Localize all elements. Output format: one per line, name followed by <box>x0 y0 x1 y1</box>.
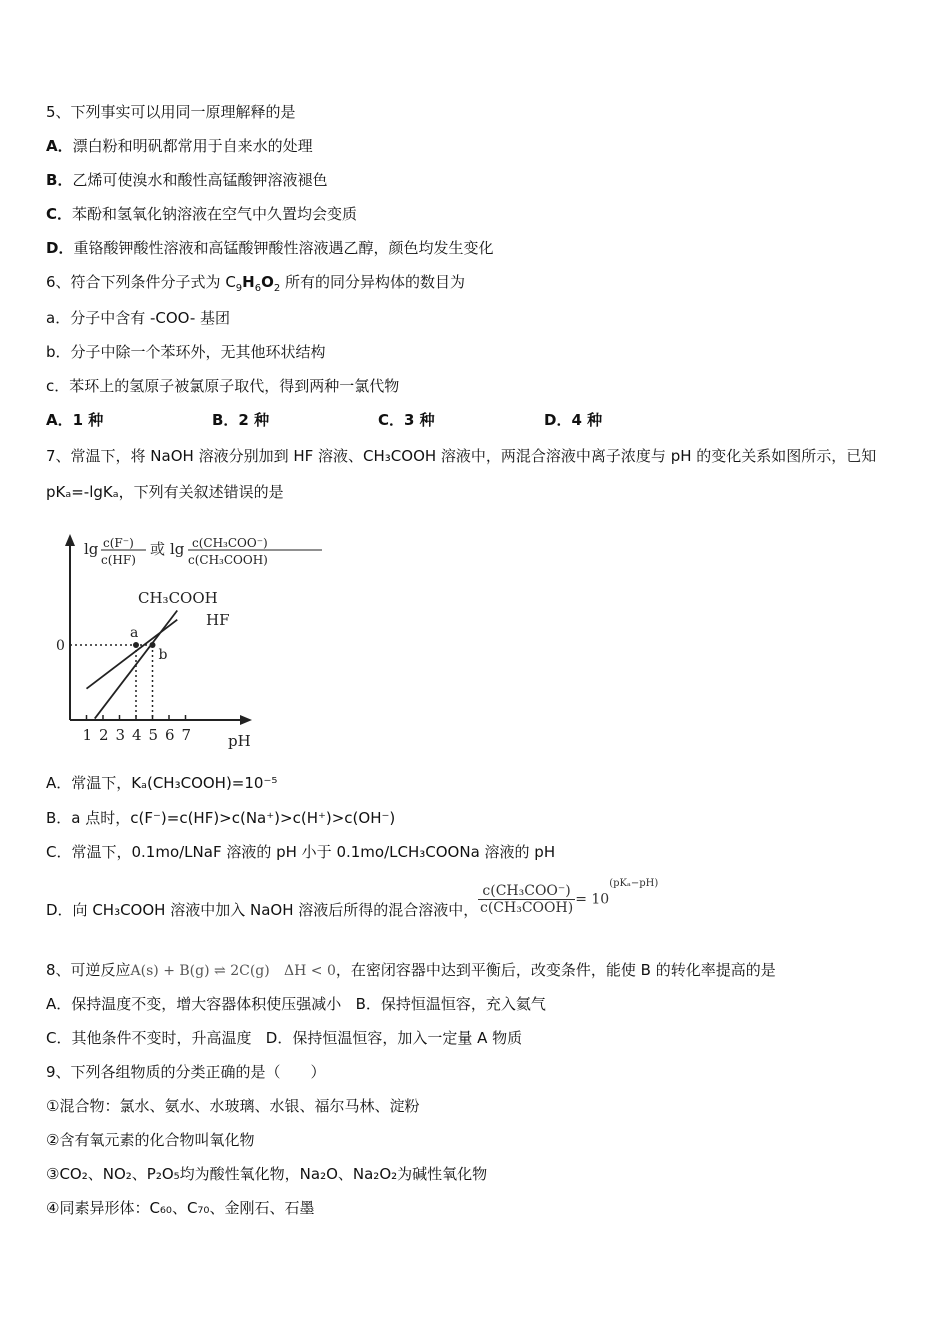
ylabel-num-left: c(F⁻) <box>103 536 134 550</box>
q7-option-b[interactable]: B．a 点时，c(F⁻)=c(HF)>c(Na⁺)>c(H⁺)>c(OH⁻) <box>46 809 396 827</box>
q6-stem-pre: 6、符合下列条件分子式为 C <box>46 273 236 291</box>
x-axis-arrow <box>240 715 252 725</box>
q8-enthalpy: ΔH < 0 <box>284 963 336 979</box>
q5-stem: 5、下列事实可以用同一原理解释的是 <box>46 103 296 121</box>
q8-option-d[interactable]: D．保持恒温恒容，加入一定量 A 物质 <box>265 1029 523 1047</box>
x-tick-label-3: 3 <box>115 726 126 744</box>
ylabel-den-right: c(CH₃COOH) <box>188 553 268 567</box>
q5-option-c[interactable]: C．苯酚和氢氧化钠溶液在空气中久置均会变质 <box>46 205 358 223</box>
q6-options <box>46 410 602 430</box>
q6-stem <box>46 272 465 299</box>
q8-option-b[interactable]: B．保持恒温恒容，充入氦气 <box>355 995 546 1013</box>
option-text: 苯酚和氢氧化钠溶液在空气中久置均会变质 <box>72 205 358 223</box>
q9-stem: 9、下列各组物质的分类正确的是（ ） <box>46 1063 326 1081</box>
option-text: 乙烯可使溴水和酸性高锰酸钾溶液褪色 <box>72 171 328 189</box>
y-axis-arrow <box>65 534 75 546</box>
point-b-label: b <box>158 647 168 663</box>
option-label: B <box>46 171 58 189</box>
y-tick-0: 0 <box>56 638 65 654</box>
q7-option-d[interactable] <box>46 900 478 920</box>
point-a-label: a <box>130 625 139 641</box>
q7-stem-line1: 7、常温下，将 NaOH 溶液分别加到 HF 溶液、CH₃COOH 溶液中，两混合溶液中离子浓度与 pH 的变化关系如图所示，已知 <box>46 447 877 465</box>
x-tick-label-5: 5 <box>148 726 159 744</box>
q6-option-d[interactable]: D．4 种 <box>544 411 603 429</box>
q6-option-a[interactable]: A．1 种 <box>46 411 104 429</box>
q5-option-d[interactable]: D．重铬酸钾酸性溶液和高锰酸钾酸性溶液遇乙醇，颜色均发生变化 <box>46 239 494 257</box>
point-a <box>133 642 139 648</box>
option-text: 漂白粉和明矾都常用于自来水的处理 <box>72 137 313 155</box>
q9-item-2: ②含有氧元素的化合物叫氧化物 <box>46 1131 255 1149</box>
q6-sub-1: 9 <box>235 283 243 294</box>
q7-option-a[interactable]: A．常温下，Kₐ(CH₃COOH)=10⁻⁵ <box>46 774 278 792</box>
ylabel-num-right: c(CH₃COO⁻) <box>192 536 268 550</box>
q8-stem-pre: 8、可逆反应 <box>46 961 131 979</box>
q7-option-d-formula <box>478 878 658 916</box>
x-tick-label-4: 4 <box>132 726 142 744</box>
q8-stem <box>46 960 776 981</box>
formula-rhs: = 10 <box>575 891 610 908</box>
formula-exponent: (pKₐ−pH) <box>609 878 659 889</box>
x-tick-label-7: 7 <box>181 726 192 744</box>
q9-item-4: ④同素异形体：C₆₀、C₇₀、金刚石、石墨 <box>46 1199 315 1217</box>
fraction-denominator: c(CH₃COOH) <box>480 900 574 916</box>
q8-reaction: A(s) + B(g) ⇌ 2C(g) <box>130 963 270 979</box>
ylabel-lg-1: lg <box>84 540 99 558</box>
q5-option-a[interactable]: A．漂白粉和明矾都常用于自来水的处理 <box>46 137 313 155</box>
q8-options-row1 <box>46 994 546 1014</box>
option-text: 重铬酸钾酸性溶液和高锰酸钾酸性溶液遇乙醇，颜色均发生变化 <box>73 239 494 257</box>
q8-stem-post: ，在密闭容器中达到平衡后，改变条件，能使 B 的转化率提高的是 <box>335 961 776 979</box>
point-b <box>150 642 156 648</box>
ylabel-or: 或 <box>150 540 166 558</box>
q8-option-c[interactable]: C．其他条件不变时，升高温度 <box>46 1029 252 1047</box>
q6-condition-b: b．分子中除一个苯环外，无其他环状结构 <box>46 343 326 361</box>
q6-stem-post: 所有的同分异构体的数目为 <box>280 273 466 291</box>
q6-option-c[interactable]: C．3 种 <box>378 411 435 429</box>
q7-chart <box>46 520 336 756</box>
q7-option-d-text: D．向 CH₃COOH 溶液中加入 NaOH 溶液后所得的混合溶液中， <box>46 901 479 919</box>
x-tick-label-6: 6 <box>165 726 175 744</box>
ylabel-lg-2: lg <box>170 540 185 558</box>
series-label-hf: HF <box>206 611 230 629</box>
x-tick-label-2: 2 <box>99 726 109 744</box>
option-label: D <box>46 239 59 257</box>
q6-formula-h: H <box>242 273 255 291</box>
x-tick-label-1: 1 <box>82 726 93 744</box>
q6-condition-c: c．苯环上的氢原子被氯原子取代，得到两种一氯代物 <box>46 377 400 395</box>
x-axis-label: pH <box>228 732 251 750</box>
ylabel-den-left: c(HF) <box>101 553 136 567</box>
q6-formula-o: O <box>261 273 274 291</box>
fraction <box>478 883 575 916</box>
q9-item-1: ①混合物：氯水、氨水、水玻璃、水银、福尔马林、淀粉 <box>46 1097 420 1115</box>
q7-stem-line2: pKₐ=-lgKₐ，下列有关叙述错误的是 <box>46 483 284 501</box>
q9-item-3: ③CO₂、NO₂、P₂O₅均为酸性氧化物，Na₂O、Na₂O₂为碱性氧化物 <box>46 1165 488 1183</box>
q6-sub-2: 6 <box>254 283 262 294</box>
fraction-numerator: c(CH₃COO⁻) <box>478 883 575 900</box>
q7-option-c[interactable]: C．常温下，0.1mo/LNaF 溶液的 pH 小于 0.1mo/LCH₃COONa 溶液的 pH <box>46 843 556 861</box>
q6-sub-3: 2 <box>273 283 281 294</box>
q8-option-a[interactable]: A．保持温度不变，增大容器体积使压强减小 <box>46 995 342 1013</box>
option-label: A <box>46 137 58 155</box>
q5-option-b[interactable]: B．乙烯可使溴水和酸性高锰酸钾溶液褪色 <box>46 171 328 189</box>
q6-condition-a: a．分子中含有 -COO- 基团 <box>46 309 231 327</box>
q8-options-row2 <box>46 1028 522 1048</box>
series-label-ch3cooh: CH₃COOH <box>138 589 218 607</box>
option-label: C <box>46 205 58 223</box>
q6-option-b[interactable]: B．2 种 <box>212 411 270 429</box>
